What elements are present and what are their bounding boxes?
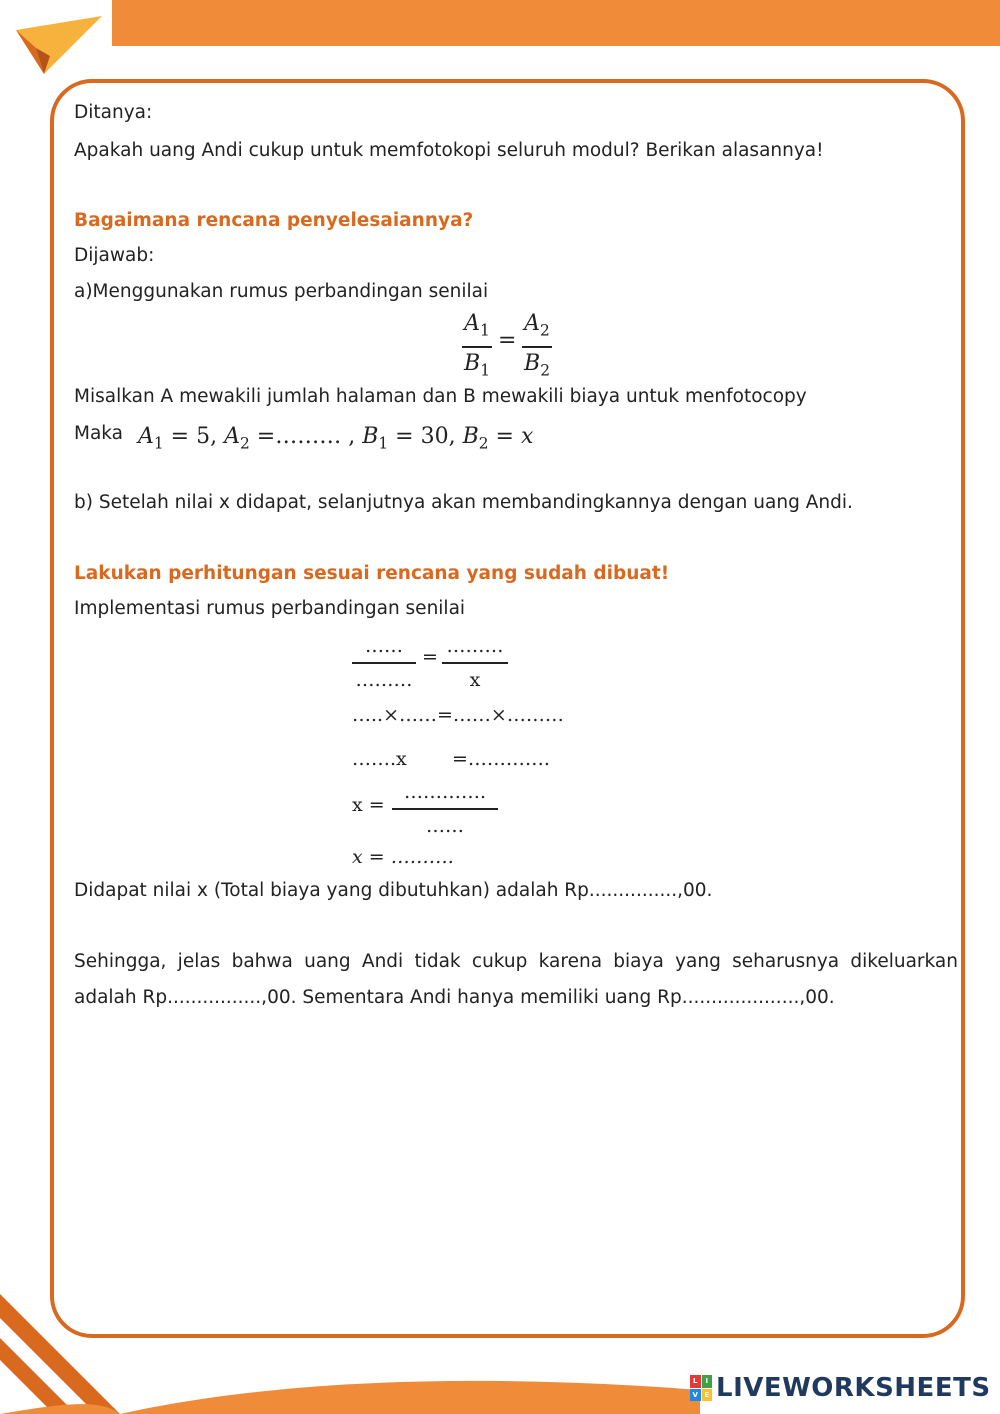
calc-heading: Lakukan perhitungan sesuai rencana yang sudah dibuat!: [74, 563, 670, 584]
liveworksheets-badge-icon: L I V E: [690, 1375, 712, 1401]
paper-plane-icon: [14, 12, 106, 76]
result-text: Didapat nilai x (Total biaya yang dibutuhkan) adalah Rp...............,00.: [74, 880, 713, 901]
misalkan-text: Misalkan A mewakili jumlah halaman dan B mewakili biaya untuk menfotocopy: [74, 386, 807, 407]
formula-right-fraction: $A_2$ $B_2$: [522, 310, 552, 385]
header-accent-bar: [112, 0, 1000, 46]
formula-left-fraction: $A_1$ $B_1$: [462, 310, 492, 385]
calculation-block: [352, 632, 652, 872]
liveworksheets-brand: LIVEWORKSHEETS: [716, 1373, 991, 1403]
calc-line4-left: x =: [352, 794, 385, 816]
conclusion-line-1: Sehingga, jelas bahwa uang Andi tidak cukup karena biaya yang seharusnya dikeluarkan: [74, 951, 958, 972]
calc-line3-right: =………….: [452, 748, 550, 770]
calc-equals: =: [422, 646, 438, 668]
calc-fraction-x: …………. ……: [392, 778, 498, 840]
calc-cross-multiply: …..×……=……×………: [352, 704, 564, 726]
calc-fraction-left: …… ………: [352, 632, 416, 694]
ditanya-label: Ditanya:: [74, 102, 153, 123]
ratio-formula: [462, 310, 562, 380]
maka-label: Maka: [74, 423, 124, 444]
calc-fraction-right: ……… x: [442, 632, 508, 694]
maka-values: $A_1 = 5$, $A_2$ =……… , $B_1 = 30$, $B_2 = x$: [138, 424, 534, 453]
calc-x-result: x = ……….: [352, 846, 454, 868]
conclusion-line-2: adalah Rp................,00. Sementara Andi hanya memiliki uang Rp....................,00.: [74, 987, 835, 1008]
step-b-text: b) Setelah nilai x didapat, selanjutnya akan membandingkannya dengan uang Andi.: [74, 492, 853, 513]
plan-heading: Bagaimana rencana penyelesaiannya?: [74, 210, 474, 231]
liveworksheets-logo: [690, 1370, 991, 1406]
formula-equals: =: [498, 328, 517, 353]
step-a-text: a)Menggunakan rumus perbandingan senilai: [74, 281, 489, 302]
implementasi-text: Implementasi rumus perbandingan senilai: [74, 598, 466, 619]
question-text: Apakah uang Andi cukup untuk memfotokopi seluruh modul? Berikan alasannya!: [74, 140, 824, 161]
calc-line3-left: …….x: [352, 748, 407, 770]
dijawab-label: Dijawab:: [74, 245, 155, 266]
